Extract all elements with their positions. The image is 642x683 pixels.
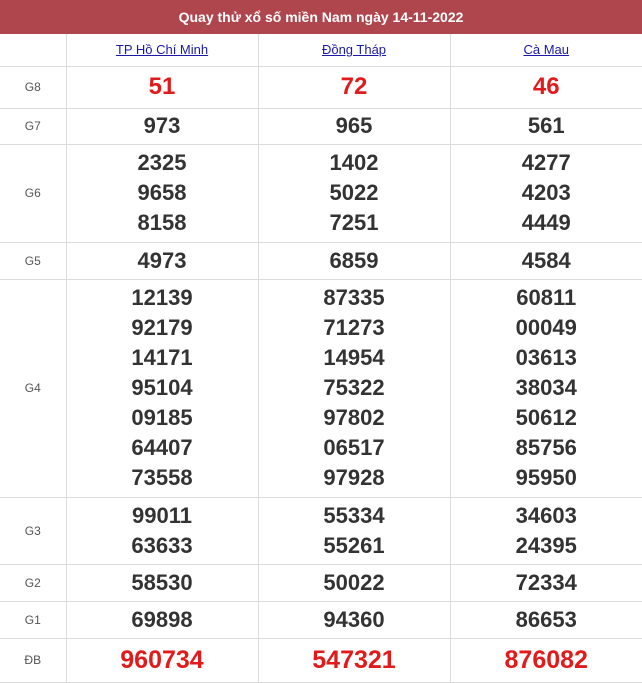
result-number: 97928: [259, 463, 450, 493]
result-cell-ca-mau: [450, 144, 642, 242]
result-cell-ca-mau: [450, 242, 642, 279]
province-header-hcm: [66, 34, 258, 66]
result-number: 965: [259, 111, 450, 141]
result-number: 86653: [451, 605, 642, 635]
result-number: 64407: [67, 433, 258, 463]
result-number: 960734: [67, 645, 258, 675]
result-number: 4203: [451, 178, 642, 208]
result-cell-ca-mau: [450, 497, 642, 564]
result-cell-hcm: [66, 497, 258, 564]
result-number: 14954: [259, 343, 450, 373]
prize-label: G3: [0, 497, 66, 564]
prize-row: [0, 66, 642, 108]
result-cell-ca-mau: [450, 638, 642, 682]
province-link-ca-mau[interactable]: Cà Mau: [523, 42, 569, 57]
results-title: Quay thử xổ số miền Nam ngày 14-11-2022: [0, 0, 642, 34]
result-number: 92179: [67, 313, 258, 343]
result-number: 60811: [451, 283, 642, 313]
result-number: 97802: [259, 403, 450, 433]
result-cell-dong-thap: [258, 144, 450, 242]
result-number: 5022: [259, 178, 450, 208]
result-number: 50022: [259, 568, 450, 598]
result-number: 876082: [451, 645, 642, 675]
result-number: 72334: [451, 568, 642, 598]
result-cell-dong-thap: [258, 66, 450, 108]
result-cell-dong-thap: [258, 242, 450, 279]
result-cell-ca-mau: [450, 108, 642, 144]
result-number: 14171: [67, 343, 258, 373]
result-cell-dong-thap: [258, 108, 450, 144]
result-cell-hcm: [66, 108, 258, 144]
prize-row: [0, 601, 642, 638]
result-number: 38034: [451, 373, 642, 403]
result-cell-dong-thap: [258, 601, 450, 638]
result-number: 63633: [67, 531, 258, 561]
result-cell-dong-thap: [258, 638, 450, 682]
prize-label: G4: [0, 279, 66, 497]
result-number: 55334: [259, 501, 450, 531]
result-number: 34603: [451, 501, 642, 531]
prize-label: G2: [0, 564, 66, 601]
result-number: 51: [67, 72, 258, 102]
result-number: 8158: [67, 208, 258, 238]
result-number: 9658: [67, 178, 258, 208]
result-number: 55261: [259, 531, 450, 561]
result-number: 87335: [259, 283, 450, 313]
prize-label: G8: [0, 66, 66, 108]
result-number: 12139: [67, 283, 258, 313]
prize-label: G5: [0, 242, 66, 279]
result-cell-dong-thap: [258, 279, 450, 497]
results-table: [0, 34, 642, 683]
prize-label: G1: [0, 601, 66, 638]
result-number: 973: [67, 111, 258, 141]
result-number: 75322: [259, 373, 450, 403]
result-cell-hcm: [66, 638, 258, 682]
result-number: 1402: [259, 148, 450, 178]
prize-label: G7: [0, 108, 66, 144]
province-header-row: [0, 34, 642, 66]
result-cell-ca-mau: [450, 279, 642, 497]
prize-row: [0, 564, 642, 601]
result-number: 94360: [259, 605, 450, 635]
result-number: 72: [259, 72, 450, 102]
result-number: 2325: [67, 148, 258, 178]
result-number: 50612: [451, 403, 642, 433]
result-cell-hcm: [66, 66, 258, 108]
result-number: 561: [451, 111, 642, 141]
result-number: 69898: [67, 605, 258, 635]
province-header-dong-thap: [258, 34, 450, 66]
result-cell-ca-mau: [450, 564, 642, 601]
result-number: 03613: [451, 343, 642, 373]
result-cell-ca-mau: [450, 601, 642, 638]
prize-row: [0, 242, 642, 279]
result-number: 95104: [67, 373, 258, 403]
prize-label: ĐB: [0, 638, 66, 682]
result-number: 4584: [451, 246, 642, 276]
result-cell-dong-thap: [258, 497, 450, 564]
result-cell-dong-thap: [258, 564, 450, 601]
result-number: 4973: [67, 246, 258, 276]
result-number: 00049: [451, 313, 642, 343]
result-number: 4277: [451, 148, 642, 178]
prize-row: [0, 638, 642, 682]
prize-row: [0, 497, 642, 564]
result-number: 547321: [259, 645, 450, 675]
result-cell-ca-mau: [450, 66, 642, 108]
result-number: 85756: [451, 433, 642, 463]
header-corner: [0, 34, 66, 66]
province-link-dong-thap[interactable]: Đồng Tháp: [322, 42, 386, 57]
result-cell-hcm: [66, 144, 258, 242]
province-link-hcm[interactable]: TP Hồ Chí Minh: [116, 42, 208, 57]
result-cell-hcm: [66, 601, 258, 638]
result-number: 7251: [259, 208, 450, 238]
result-number: 46: [451, 72, 642, 102]
result-number: 06517: [259, 433, 450, 463]
prize-row: [0, 279, 642, 497]
result-cell-hcm: [66, 564, 258, 601]
result-number: 99011: [67, 501, 258, 531]
result-number: 73558: [67, 463, 258, 493]
result-cell-hcm: [66, 242, 258, 279]
result-number: 4449: [451, 208, 642, 238]
result-number: 71273: [259, 313, 450, 343]
result-cell-hcm: [66, 279, 258, 497]
province-header-ca-mau: [450, 34, 642, 66]
result-number: 58530: [67, 568, 258, 598]
prize-row: [0, 144, 642, 242]
prize-label: G6: [0, 144, 66, 242]
result-number: 09185: [67, 403, 258, 433]
prize-row: [0, 108, 642, 144]
result-number: 24395: [451, 531, 642, 561]
result-number: 6859: [259, 246, 450, 276]
result-number: 95950: [451, 463, 642, 493]
